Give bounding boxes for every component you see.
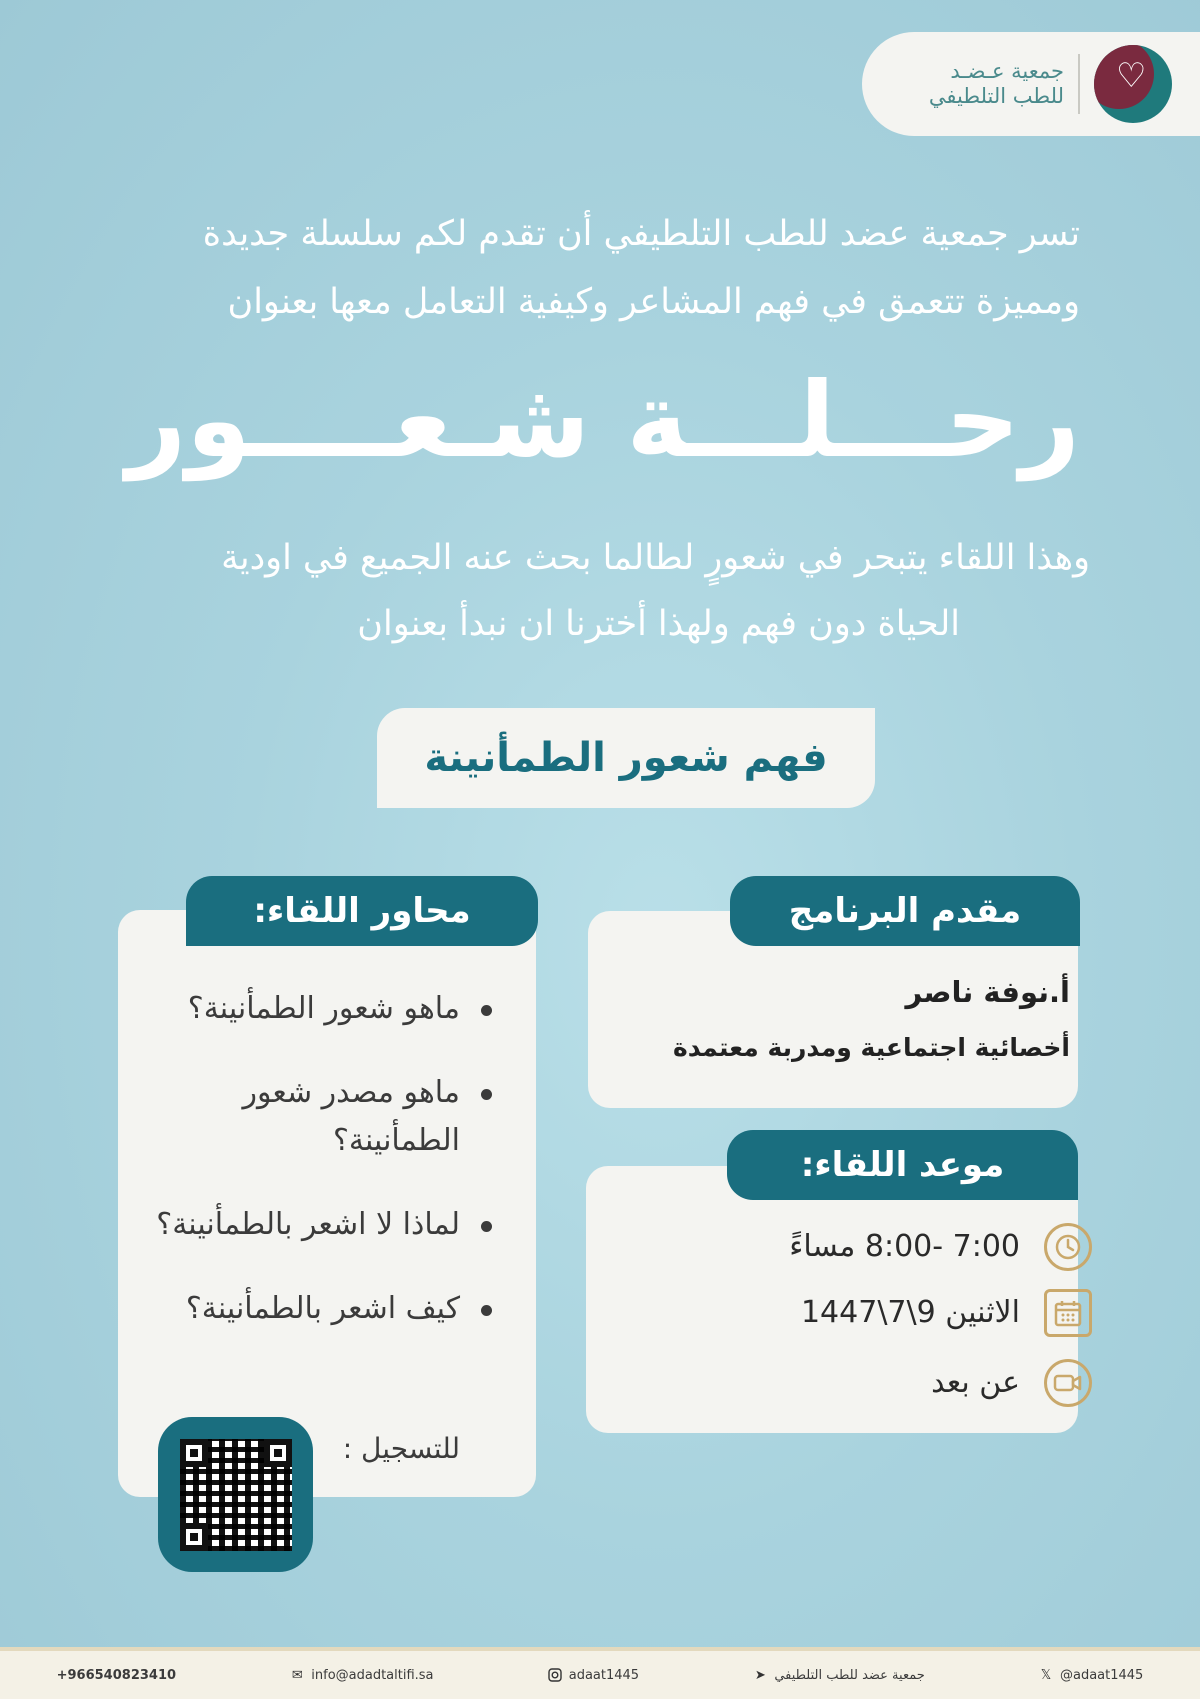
schedule-mode-row <box>640 1365 1020 1400</box>
footer-telegram[interactable] <box>752 1667 924 1683</box>
description-line-2: الحياة دون فهم ولهذا أخترنا ان نبدأ بعنوان <box>357 604 960 644</box>
logo-icon <box>1094 45 1172 123</box>
footer-x-handle: @adaat1445 <box>1060 1667 1144 1683</box>
list-item: ماهو مصدر شعور الطمأنينة؟ <box>140 1069 500 1165</box>
presenter-role: أخصائية اجتماعية ومدربة معتمدة <box>672 1033 1070 1062</box>
intro-text <box>120 200 1080 336</box>
qr-finder-icon <box>264 1439 292 1467</box>
presenter-heading: مقدم البرنامج <box>730 876 1080 946</box>
footer-x[interactable] <box>1038 1667 1143 1683</box>
description-line-1: وهذا اللقاء يتبحر في شعورٍ لطالما بحث عنه الجميع في اودية <box>221 538 1090 578</box>
video-camera-icon <box>1044 1359 1092 1407</box>
presenter-name: أ.نوفة ناصر <box>905 975 1070 1009</box>
axes-heading: محاور اللقاء: <box>186 876 538 946</box>
schedule-date: الاثنين 9\7\1447 <box>800 1295 1020 1330</box>
footer-email[interactable] <box>289 1667 433 1683</box>
logo-badge <box>862 32 1200 136</box>
footer-phone-number: +966540823410 <box>56 1667 177 1683</box>
qr-code[interactable] <box>158 1417 313 1572</box>
list-item: كيف اشعر بالطمأنينة؟ <box>140 1285 500 1333</box>
instagram-icon <box>547 1667 563 1683</box>
telegram-icon: ➤ <box>754 1667 766 1683</box>
schedule-time-row <box>640 1229 1020 1264</box>
email-icon: ✉ <box>291 1667 303 1683</box>
description-text <box>110 525 1090 657</box>
list-item: ماهو شعور الطمأنينة؟ <box>140 985 500 1033</box>
footer-instagram-handle: adaat1445 <box>568 1667 640 1683</box>
schedule-heading: موعد اللقاء: <box>727 1130 1078 1200</box>
schedule-date-row <box>640 1295 1020 1330</box>
footer-bar <box>0 1647 1200 1699</box>
calendar-icon <box>1044 1289 1092 1337</box>
axes-list <box>140 985 500 1369</box>
footer-instagram[interactable] <box>547 1667 639 1683</box>
logo-text <box>929 59 1064 109</box>
series-title: رحـــلـــة شـعــــور <box>126 359 1080 481</box>
qr-finder-icon <box>180 1523 208 1551</box>
register-label: للتسجيل : <box>342 1432 460 1465</box>
list-item: لماذا لا اشعر بالطمأنينة؟ <box>140 1201 500 1249</box>
footer-phone[interactable] <box>57 1668 176 1683</box>
logo-line-2: للطب التلطيفي <box>928 84 1064 108</box>
schedule-time: 7:00 -8:00 مساءً <box>789 1229 1020 1264</box>
footer-telegram-label: جمعية عضد للطب التلطيفي <box>774 1667 925 1683</box>
clock-icon <box>1044 1223 1092 1271</box>
x-icon: 𝕏 <box>1040 1667 1052 1683</box>
intro-line-1: تسر جمعية عضد للطب التلطيفي أن تقدم لكم سلسلة جديدة <box>202 214 1080 254</box>
logo-divider <box>1078 54 1080 114</box>
topic-badge: فهم شعور الطمأنينة <box>377 708 875 808</box>
intro-line-2: ومميزة تتعمق في فهم المشاعر وكيفية التعامل معها بعنوان <box>227 282 1080 322</box>
qr-finder-icon <box>180 1439 208 1467</box>
footer-email-address: info@adadtaltifi.sa <box>311 1667 434 1683</box>
qr-code-pattern <box>180 1439 292 1551</box>
logo-line-1: جمعية عـضـد <box>950 58 1064 83</box>
schedule-mode: عن بعد <box>931 1365 1020 1400</box>
